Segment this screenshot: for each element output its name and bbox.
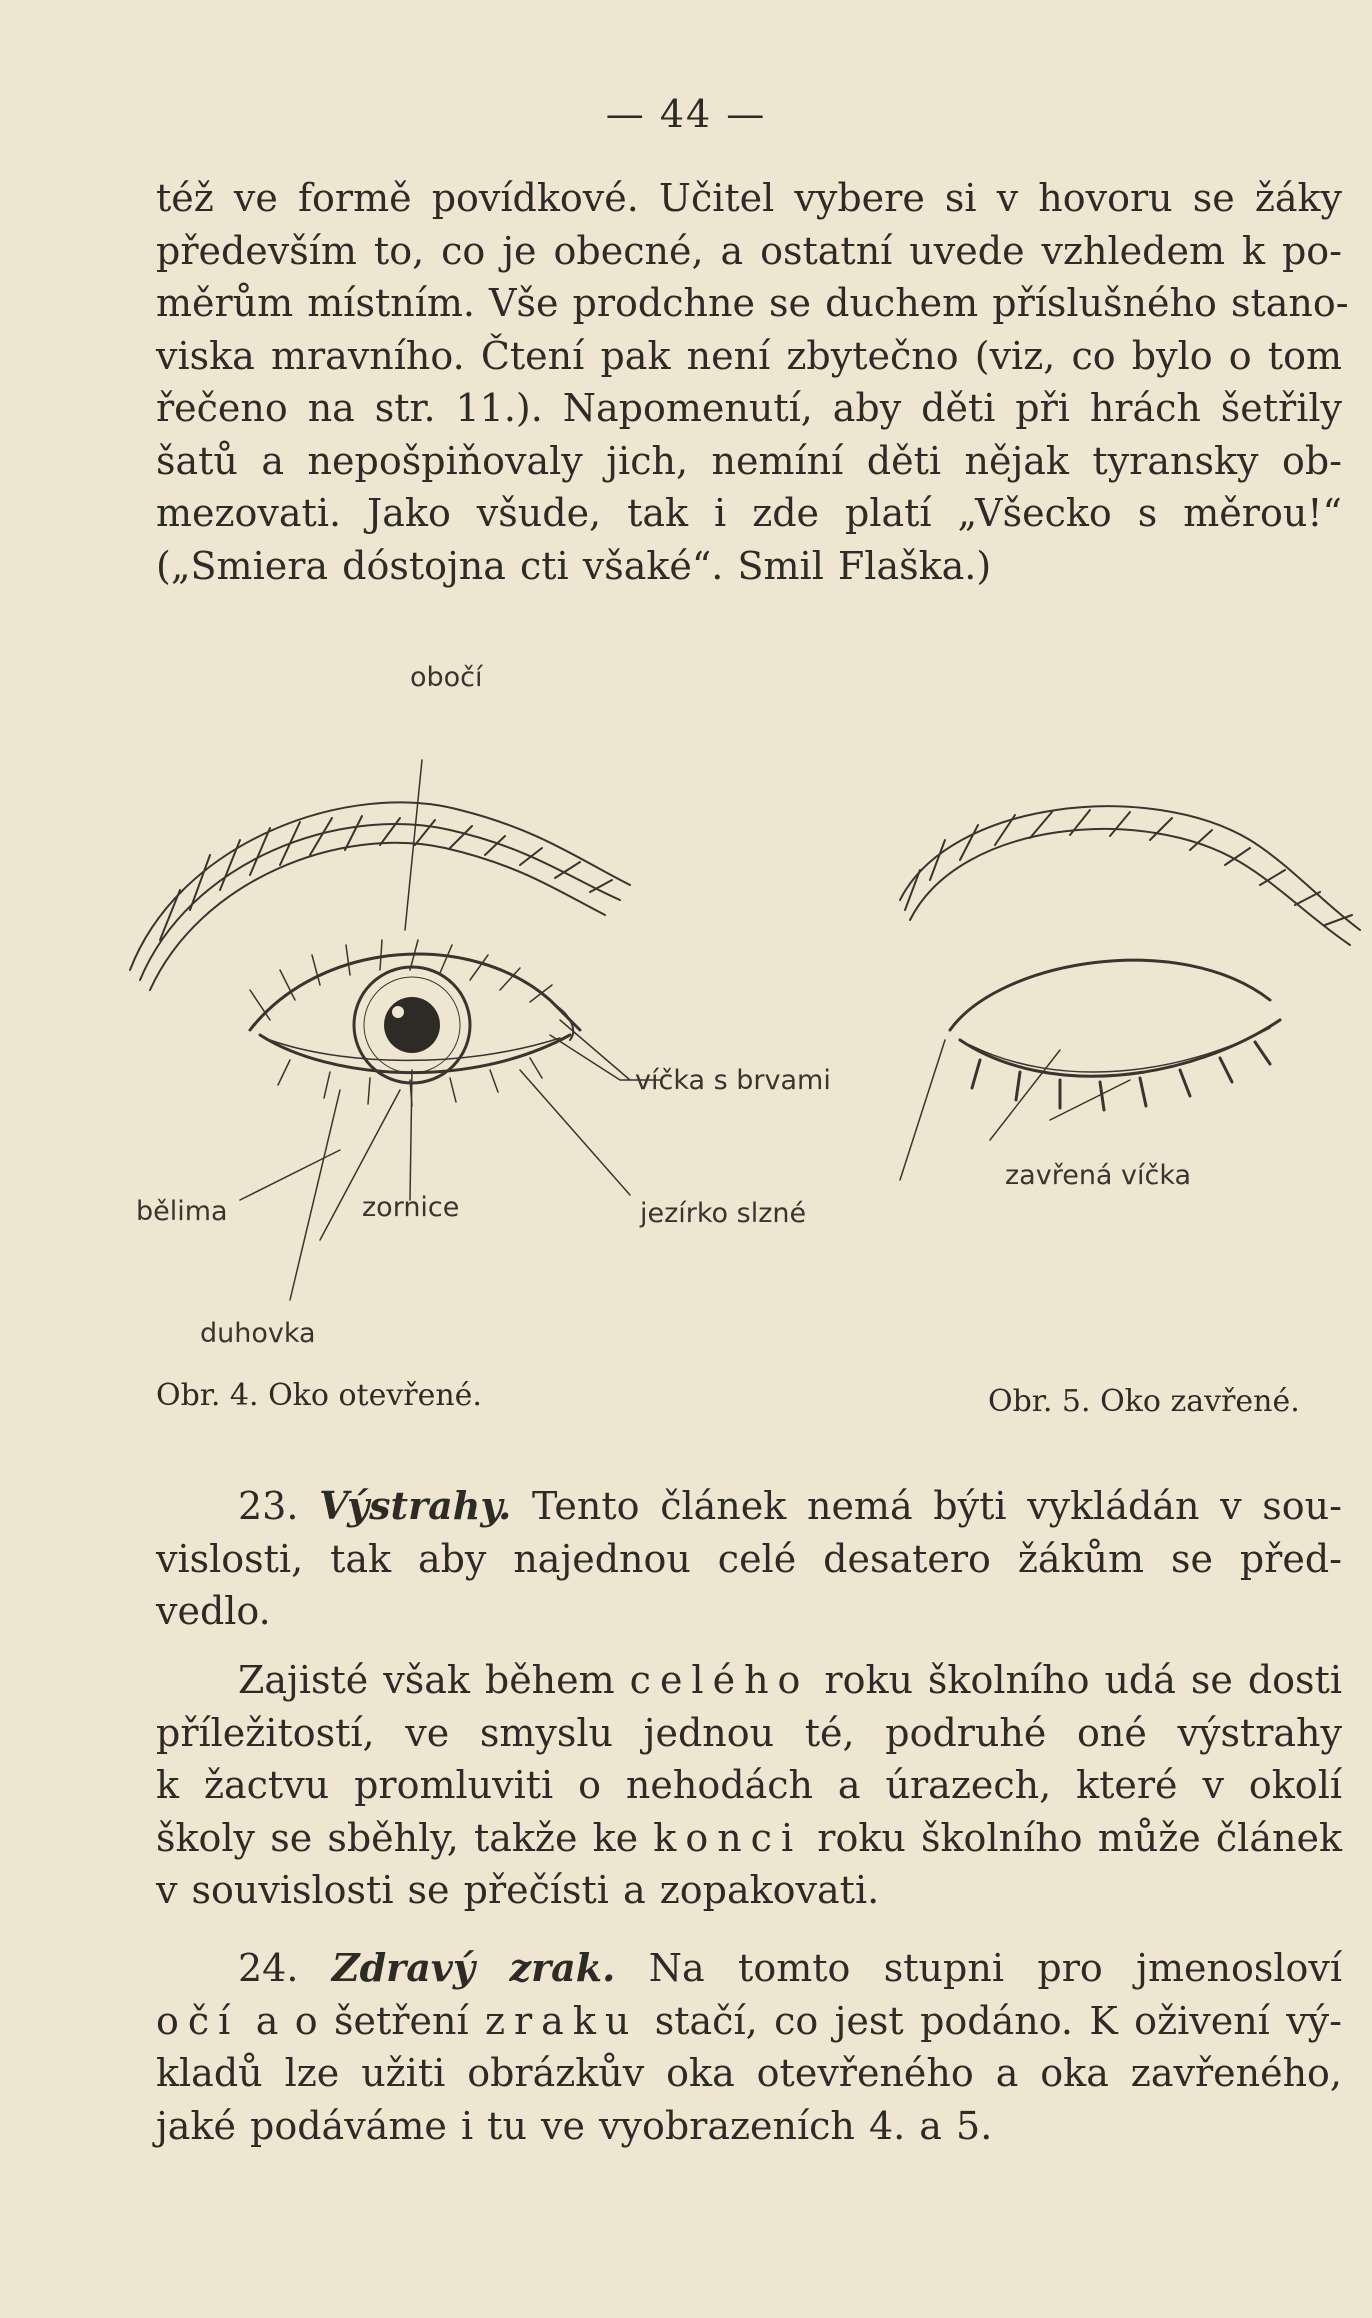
text-line: viska mravního. Čtení pak není zbytečno (viz, co bylo o tom xyxy=(156,333,1342,378)
text-run: roku školního může článek xyxy=(817,1815,1342,1860)
section-title: Zdravý zrak. xyxy=(331,1945,616,1990)
text-run: školy se sběhly, takže ke xyxy=(156,1815,639,1860)
text-run: roku školního udá se dosti xyxy=(824,1658,1342,1702)
pupil xyxy=(384,997,440,1053)
figure-eyes xyxy=(100,640,1372,1440)
label-oboci: obočí xyxy=(410,662,483,693)
section-title: Výstrahy. xyxy=(319,1483,512,1528)
text-line: vedlo. xyxy=(156,1589,271,1633)
paragraph-mid xyxy=(156,1654,1342,1917)
label-zavrena-vicka: zavřená víčka xyxy=(1005,1160,1192,1191)
text-line: též ve formě povídkové. Učitel vybere si v hovoru se žáky xyxy=(156,176,1342,220)
label-zornice: zornice xyxy=(362,1192,460,1223)
section-24 xyxy=(156,1942,1342,2152)
spaced-text: očí xyxy=(156,1998,240,2043)
spaced-text: zraku xyxy=(485,1998,639,2043)
text-line: především to, co je obecné, a ostatní uvede vzhledem k po- xyxy=(156,228,1342,273)
text-line: řečeno na str. 11.). Napomenutí, aby děti při hrách šetřily xyxy=(156,386,1342,430)
text-line xyxy=(156,1995,1342,2048)
section-23-first-line xyxy=(156,1480,1342,1533)
leader-lines-closed xyxy=(900,1040,1130,1180)
text-line: („Smiera dóstojna cti všaké“. Smil Flaška.) xyxy=(156,543,992,588)
label-jezirko: jezírko slzné xyxy=(640,1198,807,1229)
section-24-first-line xyxy=(156,1942,1342,1995)
text-line: jaké podáváme i tu ve vyobrazeních 4. a 5. xyxy=(156,2103,993,2148)
text-line: v souvislosti se přečísti a zopakovati. xyxy=(156,1868,880,1912)
text-line: měrům místním. Vše prodchne se duchem příslušného stano- xyxy=(156,281,1349,325)
section-number: 24. xyxy=(238,1946,299,1990)
section-23 xyxy=(156,1480,1342,1638)
text-run: a o šetření xyxy=(255,1998,469,2043)
eyebrow-closed xyxy=(900,806,1360,945)
text-line: mezovati. Jako všude, tak i zde platí „Všecko s měrou!“ xyxy=(156,491,1342,535)
label-vicka: víčka s brvami xyxy=(635,1065,831,1096)
page-number: — 44 — xyxy=(605,92,767,136)
text-line: šatů a nepošpiňovaly jich, nemíní děti nějak tyransky ob- xyxy=(156,438,1342,483)
text-line: vislosti, tak aby najednou celé desatero žákům se před- xyxy=(156,1536,1342,1581)
section-number: 23. xyxy=(238,1484,299,1528)
label-belima: bělima xyxy=(136,1196,228,1227)
text-run: Tento článek nemá býti vykládán v sou- xyxy=(532,1484,1342,1528)
label-duhovka: duhovka xyxy=(200,1318,316,1349)
text-line xyxy=(156,1812,1342,1865)
spaced-text: konci xyxy=(653,1815,803,1860)
caption-figure-5: Obr. 5. Oko zavřené. xyxy=(988,1384,1300,1419)
text-line: kladů lze užiti obrázkův oka otevřeného a oka zavřeného, xyxy=(156,2051,1342,2095)
caption-figure-4: Obr. 4. Oko otevřené. xyxy=(156,1378,482,1413)
text-run: Na tomto stupni pro jmenosloví xyxy=(648,1946,1342,1990)
paragraph-top xyxy=(156,172,1349,592)
text-line: příležitostí, ve smyslu jednou té, podruhé oné výstrahy xyxy=(156,1710,1342,1755)
spaced-text: celého xyxy=(629,1658,810,1702)
text-line: k žactvu promluviti o nehodách a úrazech, které v okolí xyxy=(156,1763,1342,1807)
text-line xyxy=(156,1654,1342,1707)
text-run: Zajisté však během xyxy=(238,1658,615,1702)
text-run: stačí, co jest podáno. K oživení vý- xyxy=(654,1998,1342,2043)
